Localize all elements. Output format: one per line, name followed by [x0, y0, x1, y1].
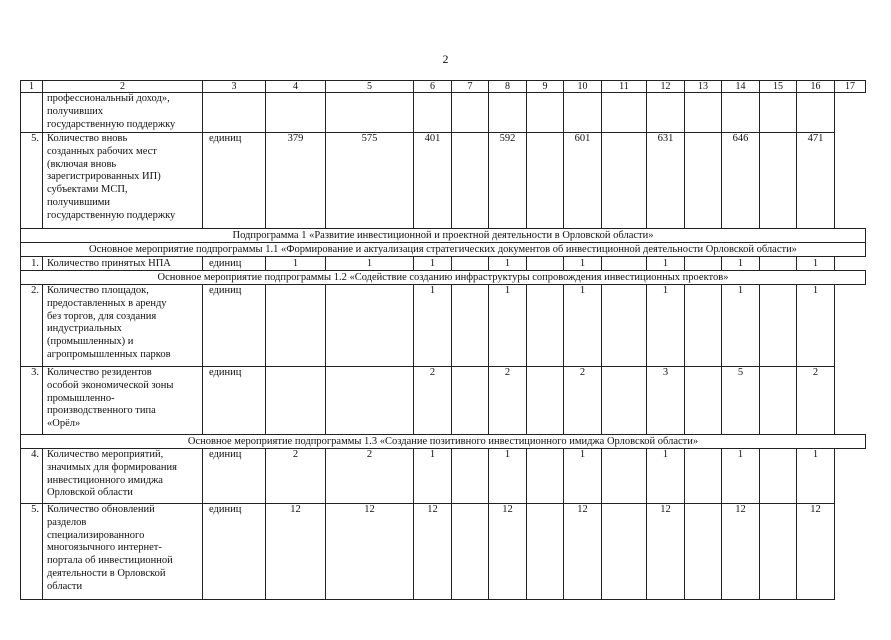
- value-cell: [602, 367, 647, 435]
- row-number-cell: 4.: [21, 449, 43, 504]
- value-cell: [326, 285, 414, 367]
- indicator-name-cell: Количество мероприятий, значимых для формирования инвестиционного имиджа Орловской области: [43, 449, 203, 504]
- value-cell: [564, 93, 602, 133]
- value-cell: [760, 504, 797, 600]
- value-cell: 646: [722, 133, 760, 229]
- value-cell: [685, 367, 722, 435]
- value-cell: [722, 93, 760, 133]
- indicator-row: [21, 504, 866, 600]
- value-cell: [602, 93, 647, 133]
- value-cell: [685, 285, 722, 367]
- column-number-cell: 14: [722, 81, 760, 93]
- indicator-row: [21, 367, 866, 435]
- unit-cell: единиц: [203, 285, 266, 367]
- value-cell: 1: [489, 257, 527, 271]
- indicator-name-cell: профессиональный доход», получивших государственную поддержку: [43, 93, 203, 133]
- value-cell: 1: [722, 285, 760, 367]
- value-cell: 12: [647, 504, 685, 600]
- value-cell: [602, 133, 647, 229]
- column-number-row: [21, 81, 866, 93]
- value-cell: [489, 93, 527, 133]
- table-body: [21, 81, 866, 600]
- section-heading: Основное мероприятие подпрограммы 1.2 «Содействие созданию инфраструктуры сопровождения инвестиционных проектов»: [21, 271, 866, 285]
- column-number-cell: 16: [797, 81, 835, 93]
- value-cell: 12: [326, 504, 414, 600]
- column-number-cell: 9: [527, 81, 564, 93]
- value-cell: 1: [326, 257, 414, 271]
- section-heading: Основное мероприятие подпрограммы 1.1 «Формирование и актуализация стратегических документов об инвестиционной деятельности Орловской области»: [21, 243, 866, 257]
- value-cell: [266, 93, 326, 133]
- value-cell: [527, 93, 564, 133]
- value-cell: 1: [722, 449, 760, 504]
- value-cell: [527, 257, 564, 271]
- value-cell: 2: [564, 367, 602, 435]
- value-cell: [760, 93, 797, 133]
- value-cell: [326, 93, 414, 133]
- value-cell: 1: [489, 449, 527, 504]
- value-cell: 1: [647, 285, 685, 367]
- value-cell: [266, 285, 326, 367]
- value-cell: 1: [797, 257, 835, 271]
- section-heading-row: [21, 229, 866, 243]
- column-number-cell: 8: [489, 81, 527, 93]
- value-cell: [452, 449, 489, 504]
- unit-cell: единиц: [203, 133, 266, 229]
- row-number-cell: 5.: [21, 133, 43, 229]
- indicators-table: [20, 80, 866, 600]
- column-number-cell: 3: [203, 81, 266, 93]
- value-cell: [760, 367, 797, 435]
- indicator-row: [21, 449, 866, 504]
- indicator-name-cell: Количество обновлений разделов специализированного многоязычного интернет- портала об инвестиционной деятельности в Орловской области: [43, 504, 203, 600]
- value-cell: [685, 504, 722, 600]
- column-number-cell: 7: [452, 81, 489, 93]
- value-cell: 471: [797, 133, 835, 229]
- value-cell: [527, 449, 564, 504]
- value-cell: 631: [647, 133, 685, 229]
- column-number-cell: 5: [326, 81, 414, 93]
- section-heading-row: [21, 243, 866, 257]
- column-number-cell: 6: [414, 81, 452, 93]
- value-cell: [602, 285, 647, 367]
- value-cell: 1: [647, 257, 685, 271]
- value-cell: 2: [797, 367, 835, 435]
- column-number-cell: 17: [835, 81, 866, 93]
- value-cell: 12: [564, 504, 602, 600]
- value-cell: 592: [489, 133, 527, 229]
- indicator-name-cell: Количество площадок, предоставленных в аренду без торгов, для создания индустриальных (промышленных) и агропромышленных парков: [43, 285, 203, 367]
- indicator-row: [21, 257, 866, 271]
- value-cell: [760, 257, 797, 271]
- value-cell: [797, 93, 835, 133]
- indicator-name-cell: Количество резидентов особой экономической зоны промышленно- производственного типа «Орёл»: [43, 367, 203, 435]
- value-cell: 12: [414, 504, 452, 600]
- column-number-cell: 10: [564, 81, 602, 93]
- value-cell: 1: [564, 285, 602, 367]
- value-cell: [602, 257, 647, 271]
- value-cell: [452, 367, 489, 435]
- value-cell: 1: [564, 449, 602, 504]
- unit-cell: единиц: [203, 257, 266, 271]
- value-cell: [685, 449, 722, 504]
- value-cell: 2: [489, 367, 527, 435]
- value-cell: 1: [797, 449, 835, 504]
- section-heading-row: [21, 271, 866, 285]
- value-cell: 1: [414, 285, 452, 367]
- value-cell: 1: [722, 257, 760, 271]
- value-cell: 1: [414, 449, 452, 504]
- value-cell: 2: [326, 449, 414, 504]
- value-cell: 5: [722, 367, 760, 435]
- value-cell: [527, 285, 564, 367]
- value-cell: 1: [266, 257, 326, 271]
- column-number-cell: 15: [760, 81, 797, 93]
- value-cell: [527, 367, 564, 435]
- value-cell: [266, 367, 326, 435]
- value-cell: [760, 285, 797, 367]
- indicator-row: [21, 93, 866, 133]
- value-cell: 2: [414, 367, 452, 435]
- value-cell: [452, 504, 489, 600]
- column-number-cell: 2: [43, 81, 203, 93]
- value-cell: [452, 285, 489, 367]
- value-cell: [685, 257, 722, 271]
- value-cell: 12: [489, 504, 527, 600]
- row-number-cell: 5.: [21, 504, 43, 600]
- column-number-cell: 1: [21, 81, 43, 93]
- value-cell: 601: [564, 133, 602, 229]
- unit-cell: единиц: [203, 367, 266, 435]
- value-cell: [527, 504, 564, 600]
- column-number-cell: 11: [602, 81, 647, 93]
- value-cell: [685, 133, 722, 229]
- value-cell: 379: [266, 133, 326, 229]
- value-cell: [326, 367, 414, 435]
- row-number-cell: 1.: [21, 257, 43, 271]
- value-cell: 12: [722, 504, 760, 600]
- value-cell: 12: [266, 504, 326, 600]
- unit-cell: единиц: [203, 504, 266, 600]
- value-cell: 575: [326, 133, 414, 229]
- value-cell: [452, 93, 489, 133]
- value-cell: [414, 93, 452, 133]
- section-heading-row: [21, 435, 866, 449]
- value-cell: [527, 133, 564, 229]
- column-number-cell: 12: [647, 81, 685, 93]
- value-cell: [452, 257, 489, 271]
- value-cell: [452, 133, 489, 229]
- indicator-name-cell: Количество вновь созданных рабочих мест (включая вновь зарегистрированных ИП) субъектами МСП, получившими государственную поддержку: [43, 133, 203, 229]
- value-cell: 3: [647, 367, 685, 435]
- unit-cell: единиц: [203, 449, 266, 504]
- indicator-name-cell: Количество принятых НПА: [43, 257, 203, 271]
- value-cell: [760, 449, 797, 504]
- value-cell: [602, 449, 647, 504]
- value-cell: 401: [414, 133, 452, 229]
- value-cell: [647, 93, 685, 133]
- section-heading: Основное мероприятие подпрограммы 1.3 «Создание позитивного инвестиционного имиджа Орловской области»: [21, 435, 866, 449]
- value-cell: 1: [647, 449, 685, 504]
- value-cell: 1: [564, 257, 602, 271]
- row-number-cell: 3.: [21, 367, 43, 435]
- column-number-cell: 13: [685, 81, 722, 93]
- value-cell: [602, 504, 647, 600]
- row-number-cell: [21, 93, 43, 133]
- value-cell: [760, 133, 797, 229]
- section-heading: Подпрограмма 1 «Развитие инвестиционной и проектной деятельности в Орловской области»: [21, 229, 866, 243]
- indicator-row: [21, 133, 866, 229]
- indicator-row: [21, 285, 866, 367]
- value-cell: [685, 93, 722, 133]
- value-cell: 1: [414, 257, 452, 271]
- value-cell: 12: [797, 504, 835, 600]
- unit-cell: [203, 93, 266, 133]
- value-cell: 2: [266, 449, 326, 504]
- value-cell: 1: [489, 285, 527, 367]
- value-cell: 1: [797, 285, 835, 367]
- row-number-cell: 2.: [21, 285, 43, 367]
- page-number: 2: [442, 52, 449, 66]
- column-number-cell: 4: [266, 81, 326, 93]
